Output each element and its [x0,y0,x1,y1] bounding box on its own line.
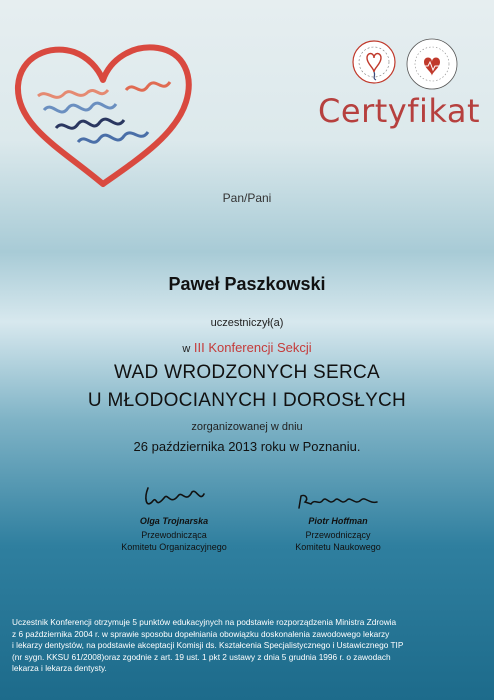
conference-prefix: w [182,343,191,355]
conference-line [0,340,494,355]
footer-line: lekarza i lekarza dentysty. [12,663,107,674]
signature-block-scientific [238,490,438,552]
topic-line-1: WAD WRODZONYCH SERCA [113,362,381,383]
footer-line: z 6 października 2004 r. w sprawie sposobu dopełniania obowiązku doskonalenia zawodowego lekarzy [12,628,390,639]
cardiac-society-seal-icon [404,36,460,92]
organized-text: zorganizowanej w dniu [191,421,303,433]
signatory-role: Przewodniczący [305,530,371,540]
recipient-name: Paweł Paszkowski [168,274,326,294]
participation-text: uczestniczył(a) [210,317,284,329]
signatory-name: Piotr Hoffman [308,516,368,526]
heart-logo-icon [8,38,198,188]
footer-line: (nr sygn. KKSU 61/2008)oraz zgodnie z art. 19 ust. 1 pkt 2 ustawy z dnia 5 grudnia 1996 r. o zawodach [12,651,391,662]
signatory-committee: Komitetu Naukowego [295,542,381,552]
signatory-name: Olga Trojnarska [139,516,209,526]
salutation: Pan/Pani [222,191,272,205]
signatory-role: Przewodnicząca [141,530,207,540]
handwritten-signature-icon [293,490,383,514]
topic-line-2: U MŁODOCIANYCH I DOROSŁYCH [87,390,407,411]
certificate-title: Certyfikat [318,92,480,130]
event-date-line: 26 października 2013 roku w Poznaniu. [133,439,361,454]
society-emblem-icon [350,38,398,86]
signatory-committee: Komitetu Organizacyjnego [121,542,227,552]
footer-line: i lekarzy dentystów, na podstawie akceptacji Komisji ds. Kształcenia Specjalistycznego i Ustawicznego TIP [12,640,404,651]
conference-name: III Konferencji Sekcji [193,340,312,355]
footer-note [12,617,482,675]
footer-line: Uczestnik Konferencji otrzymuje 5 punktów edukacyjnych na podstawie rozporządzenia Ministra Zdrowia [12,617,397,627]
handwritten-signature-icon [134,480,214,514]
